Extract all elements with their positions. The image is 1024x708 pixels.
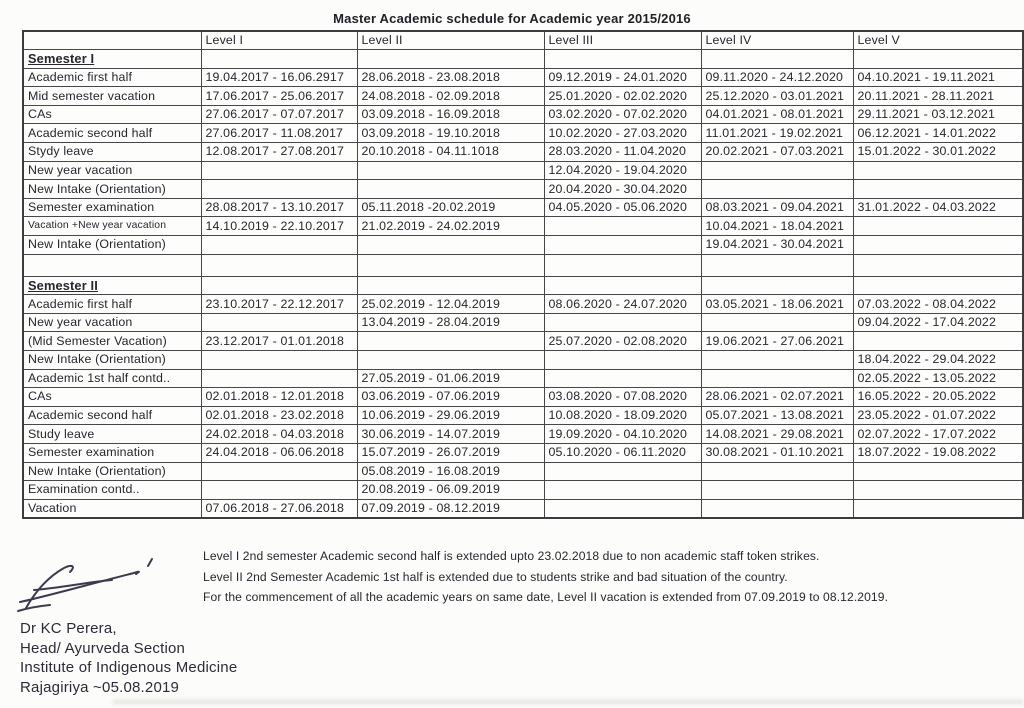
date-range-cell: 24.08.2018 - 02.09.2018 [357, 87, 544, 106]
schedule-row [23, 180, 1023, 199]
date-range-cell [853, 254, 1023, 276]
date-range-cell: 16.05.2022 - 20.05.2022 [853, 388, 1023, 407]
date-range-cell: 19.04.2021 - 30.04.2021 [701, 236, 853, 255]
date-range-cell [357, 276, 544, 295]
date-range-cell [701, 50, 853, 69]
redacted-cell [201, 351, 357, 370]
redacted-cell [701, 369, 853, 388]
row-label-cell: Semester examination [23, 443, 201, 462]
page-title: Master Academic schedule for Academic year 2015/2016 [333, 11, 691, 26]
date-range-cell: 12.08.2017 - 27.08.2017 [201, 143, 357, 162]
row-label-cell: Academic second half [23, 124, 201, 143]
redacted-cell [544, 499, 701, 518]
redacted-cell [357, 161, 544, 180]
level-header-cell: Level V [853, 31, 1023, 50]
redacted-cell [544, 217, 701, 236]
date-range-cell: 06.12.2021 - 14.01.2022 [853, 124, 1023, 143]
header-corner-cell [23, 31, 201, 50]
signature-title: Head/ Ayurveda Section [20, 639, 186, 657]
date-range-cell: 17.06.2017 - 25.06.2017 [201, 87, 357, 106]
redacted-cell [201, 369, 357, 388]
date-range-cell [357, 254, 544, 276]
row-label-cell: Semester I [23, 50, 201, 69]
row-label-cell: Vacation +New year vacation [23, 217, 201, 236]
redacted-cell [201, 313, 357, 332]
date-range-cell: 28.06.2021 - 02.07.2021 [701, 388, 853, 407]
schedule-row [23, 124, 1023, 143]
redacted-cell [201, 180, 357, 199]
date-range-cell: 14.08.2021 - 29.08.2021 [701, 425, 853, 444]
schedule-row [23, 276, 1023, 295]
redacted-cell [201, 161, 357, 180]
date-range-cell: 04.01.2021 - 08.01.2021 [701, 105, 853, 124]
redacted-cell [853, 217, 1023, 236]
row-label-cell: Stydy leave [23, 143, 201, 162]
redacted-cell [357, 180, 544, 199]
schedule-row [23, 481, 1023, 500]
date-range-cell: 09.12.2019 - 24.01.2020 [544, 68, 701, 87]
schedule-row [23, 198, 1023, 217]
redacted-cell [201, 462, 357, 481]
date-range-cell: 08.06.2020 - 24.07.2020 [544, 295, 701, 314]
date-range-cell: 30.08.2021 - 01.10.2021 [701, 443, 853, 462]
schedule-row [23, 388, 1023, 407]
handwritten-signature [12, 556, 182, 614]
date-range-cell: 20.11.2021 - 28.11.2021 [853, 87, 1023, 106]
date-range-cell: 02.07.2022 - 17.07.2022 [853, 425, 1023, 444]
redacted-cell [701, 462, 853, 481]
redacted-cell [701, 481, 853, 500]
date-range-cell: 20.04.2020 - 30.04.2020 [544, 180, 701, 199]
date-range-cell: 23.12.2017 - 01.01.2018 [201, 332, 357, 351]
row-label-cell: Examination contd.. [23, 481, 201, 500]
schedule-table-body [23, 31, 1023, 518]
redacted-cell [544, 462, 701, 481]
date-range-cell: 20.10.2018 - 04.11.1018 [357, 143, 544, 162]
redacted-cell [853, 481, 1023, 500]
row-label-cell: CAs [23, 388, 201, 407]
date-range-cell: 15.01.2022 - 30.01.2022 [853, 143, 1023, 162]
date-range-cell: 04.05.2020 - 05.06.2020 [544, 198, 701, 217]
row-label-cell: New year vacation [23, 161, 201, 180]
schedule-row [23, 105, 1023, 124]
date-range-cell: 02.01.2018 - 23.02.2018 [201, 406, 357, 425]
footnote-line: Level II 2nd Semester Academic 1st half is extended due to students strike and bad situation of the country. [203, 569, 788, 584]
date-range-cell: 10.04.2021 - 18.04.2021 [701, 217, 853, 236]
redacted-cell [701, 180, 853, 199]
row-label-cell: New Intake (Orientation) [23, 236, 201, 255]
date-range-cell: 27.05.2019 - 01.06.2019 [357, 369, 544, 388]
date-range-cell: 03.09.2018 - 16.09.2018 [357, 105, 544, 124]
date-range-cell: 27.06.2017 - 07.07.2017 [201, 105, 357, 124]
schedule-table [22, 30, 1024, 519]
date-range-cell: 21.02.2019 - 24.02.2019 [357, 217, 544, 236]
schedule-row [23, 236, 1023, 255]
date-range-cell: 19.04.2017 - 16.06.2917 [201, 68, 357, 87]
date-range-cell: 28.08.2017 - 13.10.2017 [201, 198, 357, 217]
date-range-cell: 13.04.2019 - 28.04.2019 [357, 313, 544, 332]
date-range-cell: 09.11.2020 - 24.12.2020 [701, 68, 853, 87]
date-range-cell: 20.02.2021 - 07.03.2021 [701, 143, 853, 162]
date-range-cell: 25.12.2020 - 03.01.2021 [701, 87, 853, 106]
schedule-row [23, 499, 1023, 518]
row-label-cell: CAs [23, 105, 201, 124]
date-range-cell: 19.06.2021 - 27.06.2021 [701, 332, 853, 351]
date-range-cell [201, 276, 357, 295]
redacted-cell [853, 161, 1023, 180]
date-range-cell: 07.03.2022 - 08.04.2022 [853, 295, 1023, 314]
row-label-cell: New Intake (Orientation) [23, 462, 201, 481]
date-range-cell [853, 50, 1023, 69]
schedule-row [23, 313, 1023, 332]
redacted-cell [701, 499, 853, 518]
redacted-cell [201, 236, 357, 255]
row-label-cell: (Mid Semester Vacation) [23, 332, 201, 351]
row-label-cell: New Intake (Orientation) [23, 180, 201, 199]
date-range-cell [544, 276, 701, 295]
date-range-cell [544, 50, 701, 69]
row-label-cell: Study leave [23, 425, 201, 444]
row-label-cell: Semester examination [23, 198, 201, 217]
schedule-row [23, 332, 1023, 351]
date-range-cell [701, 276, 853, 295]
date-range-cell: 05.10.2020 - 06.11.2020 [544, 443, 701, 462]
schedule-row [23, 406, 1023, 425]
date-range-cell: 10.08.2020 - 18.09.2020 [544, 406, 701, 425]
date-range-cell: 29.11.2021 - 03.12.2021 [853, 105, 1023, 124]
schedule-row [23, 87, 1023, 106]
redacted-cell [357, 332, 544, 351]
redacted-cell [853, 180, 1023, 199]
row-label-cell: Mid semester vacation [23, 87, 201, 106]
schedule-row [23, 425, 1023, 444]
redacted-cell [357, 351, 544, 370]
row-label-cell: Vacation [23, 499, 201, 518]
scan-artifact-bar [112, 699, 1024, 705]
date-range-cell [201, 254, 357, 276]
schedule-row [23, 369, 1023, 388]
footnote-line: Level I 2nd semester Academic second half is extended upto 23.02.2018 due to non academic staff token strikes. [203, 549, 820, 563]
schedule-row [23, 50, 1023, 69]
date-range-cell: 30.06.2019 - 14.07.2019 [357, 425, 544, 444]
date-range-cell: 24.02.2018 - 04.03.2018 [201, 425, 357, 444]
date-range-cell: 28.03.2020 - 11.04.2020 [544, 143, 701, 162]
schedule-row [23, 462, 1023, 481]
redacted-cell [544, 236, 701, 255]
date-range-cell: 02.05.2022 - 13.05.2022 [853, 369, 1023, 388]
date-range-cell: 02.01.2018 - 12.01.2018 [201, 388, 357, 407]
date-range-cell: 20.08.2019 - 06.09.2019 [357, 481, 544, 500]
date-range-cell: 05.07.2021 - 13.08.2021 [701, 406, 853, 425]
date-range-cell: 03.06.2019 - 07.06.2019 [357, 388, 544, 407]
date-range-cell: 23.10.2017 - 22.12.2017 [201, 295, 357, 314]
date-range-cell: 27.06.2017 - 11.08.2017 [201, 124, 357, 143]
redacted-cell [201, 481, 357, 500]
date-range-cell: 10.06.2019 - 29.06.2019 [357, 406, 544, 425]
date-range-cell: 23.05.2022 - 01.07.2022 [853, 406, 1023, 425]
redacted-cell [701, 351, 853, 370]
date-range-cell [357, 50, 544, 69]
schedule-row [23, 443, 1023, 462]
row-label-cell: Semester II [23, 276, 201, 295]
level-header-cell: Level IV [701, 31, 853, 50]
date-range-cell: 03.05.2021 - 18.06.2021 [701, 295, 853, 314]
row-label-cell: Academic first half [23, 295, 201, 314]
date-range-cell: 11.01.2021 - 19.02.2021 [701, 124, 853, 143]
date-range-cell [544, 254, 701, 276]
footnote-line: For the commencement of all the academic years on same date, Level II vacation is extended from 07.09.2019 to 08.12.2019. [203, 590, 889, 604]
level-header-row [23, 31, 1023, 50]
footnotes [203, 546, 1013, 608]
date-range-cell: 04.10.2021 - 19.11.2021 [853, 68, 1023, 87]
row-label-cell: New Intake (Orientation) [23, 351, 201, 370]
level-header-cell: Level I [201, 31, 357, 50]
schedule-row [23, 68, 1023, 87]
date-range-cell: 19.09.2020 - 04.10.2020 [544, 425, 701, 444]
schedule-row [23, 351, 1023, 370]
date-range-cell: 03.09.2018 - 19.10.2018 [357, 124, 544, 143]
row-label-cell [23, 254, 201, 276]
signature-name: Dr KC Perera, [20, 620, 117, 637]
redacted-cell [853, 462, 1023, 481]
schedule-row [23, 143, 1023, 162]
schedule-row [23, 295, 1023, 314]
redacted-cell [853, 499, 1023, 518]
signature-block [20, 619, 237, 697]
date-range-cell: 14.10.2019 - 22.10.2017 [201, 217, 357, 236]
level-header-cell: Level II [357, 31, 544, 50]
signature-institute: Institute of Indigenous Medicine [20, 659, 238, 676]
signature-place-date: Rajagiriya ~05.08.2019 [20, 678, 180, 696]
date-range-cell: 10.02.2020 - 27.03.2020 [544, 124, 701, 143]
date-range-cell [201, 50, 357, 69]
date-range-cell: 07.06.2018 - 27.06.2018 [201, 499, 357, 518]
redacted-cell [853, 236, 1023, 255]
date-range-cell: 07.09.2019 - 08.12.2019 [357, 499, 544, 518]
date-range-cell: 24.04.2018 - 06.06.2018 [201, 443, 357, 462]
schedule-row [23, 217, 1023, 236]
date-range-cell: 08.03.2021 - 09.04.2021 [701, 198, 853, 217]
redacted-cell [544, 313, 701, 332]
row-label-cell: Academic 1st half contd.. [23, 369, 201, 388]
date-range-cell [853, 276, 1023, 295]
date-range-cell: 28.06.2018 - 23.08.2018 [357, 68, 544, 87]
date-range-cell: 31.01.2022 - 04.03.2022 [853, 198, 1023, 217]
date-range-cell: 03.08.2020 - 07.08.2020 [544, 388, 701, 407]
date-range-cell: 05.08.2019 - 16.08.2019 [357, 462, 544, 481]
date-range-cell: 25.01.2020 - 02.02.2020 [544, 87, 701, 106]
redacted-cell [853, 332, 1023, 351]
redacted-cell [544, 351, 701, 370]
date-range-cell: 25.07.2020 - 02.08.2020 [544, 332, 701, 351]
row-label-cell: Academic second half [23, 406, 201, 425]
date-range-cell: 12.04.2020 - 19.04.2020 [544, 161, 701, 180]
date-range-cell: 25.02.2019 - 12.04.2019 [357, 295, 544, 314]
date-range-cell: 05.11.2018 -20.02.2019 [357, 198, 544, 217]
redacted-cell [701, 313, 853, 332]
row-label-cell: Academic first half [23, 68, 201, 87]
date-range-cell: 03.02.2020 - 07.02.2020 [544, 105, 701, 124]
date-range-cell [701, 254, 853, 276]
date-range-cell: 15.07.2019 - 26.07.2019 [357, 443, 544, 462]
level-header-cell: Level III [544, 31, 701, 50]
schedule-row [23, 161, 1023, 180]
redacted-cell [357, 236, 544, 255]
redacted-cell [544, 481, 701, 500]
redacted-cell [701, 161, 853, 180]
date-range-cell: 18.07.2022 - 19.08.2022 [853, 443, 1023, 462]
date-range-cell: 18.04.2022 - 29.04.2022 [853, 351, 1023, 370]
date-range-cell: 09.04.2022 - 17.04.2022 [853, 313, 1023, 332]
redacted-cell [544, 369, 701, 388]
schedule-row [23, 254, 1023, 276]
row-label-cell: New year vacation [23, 313, 201, 332]
